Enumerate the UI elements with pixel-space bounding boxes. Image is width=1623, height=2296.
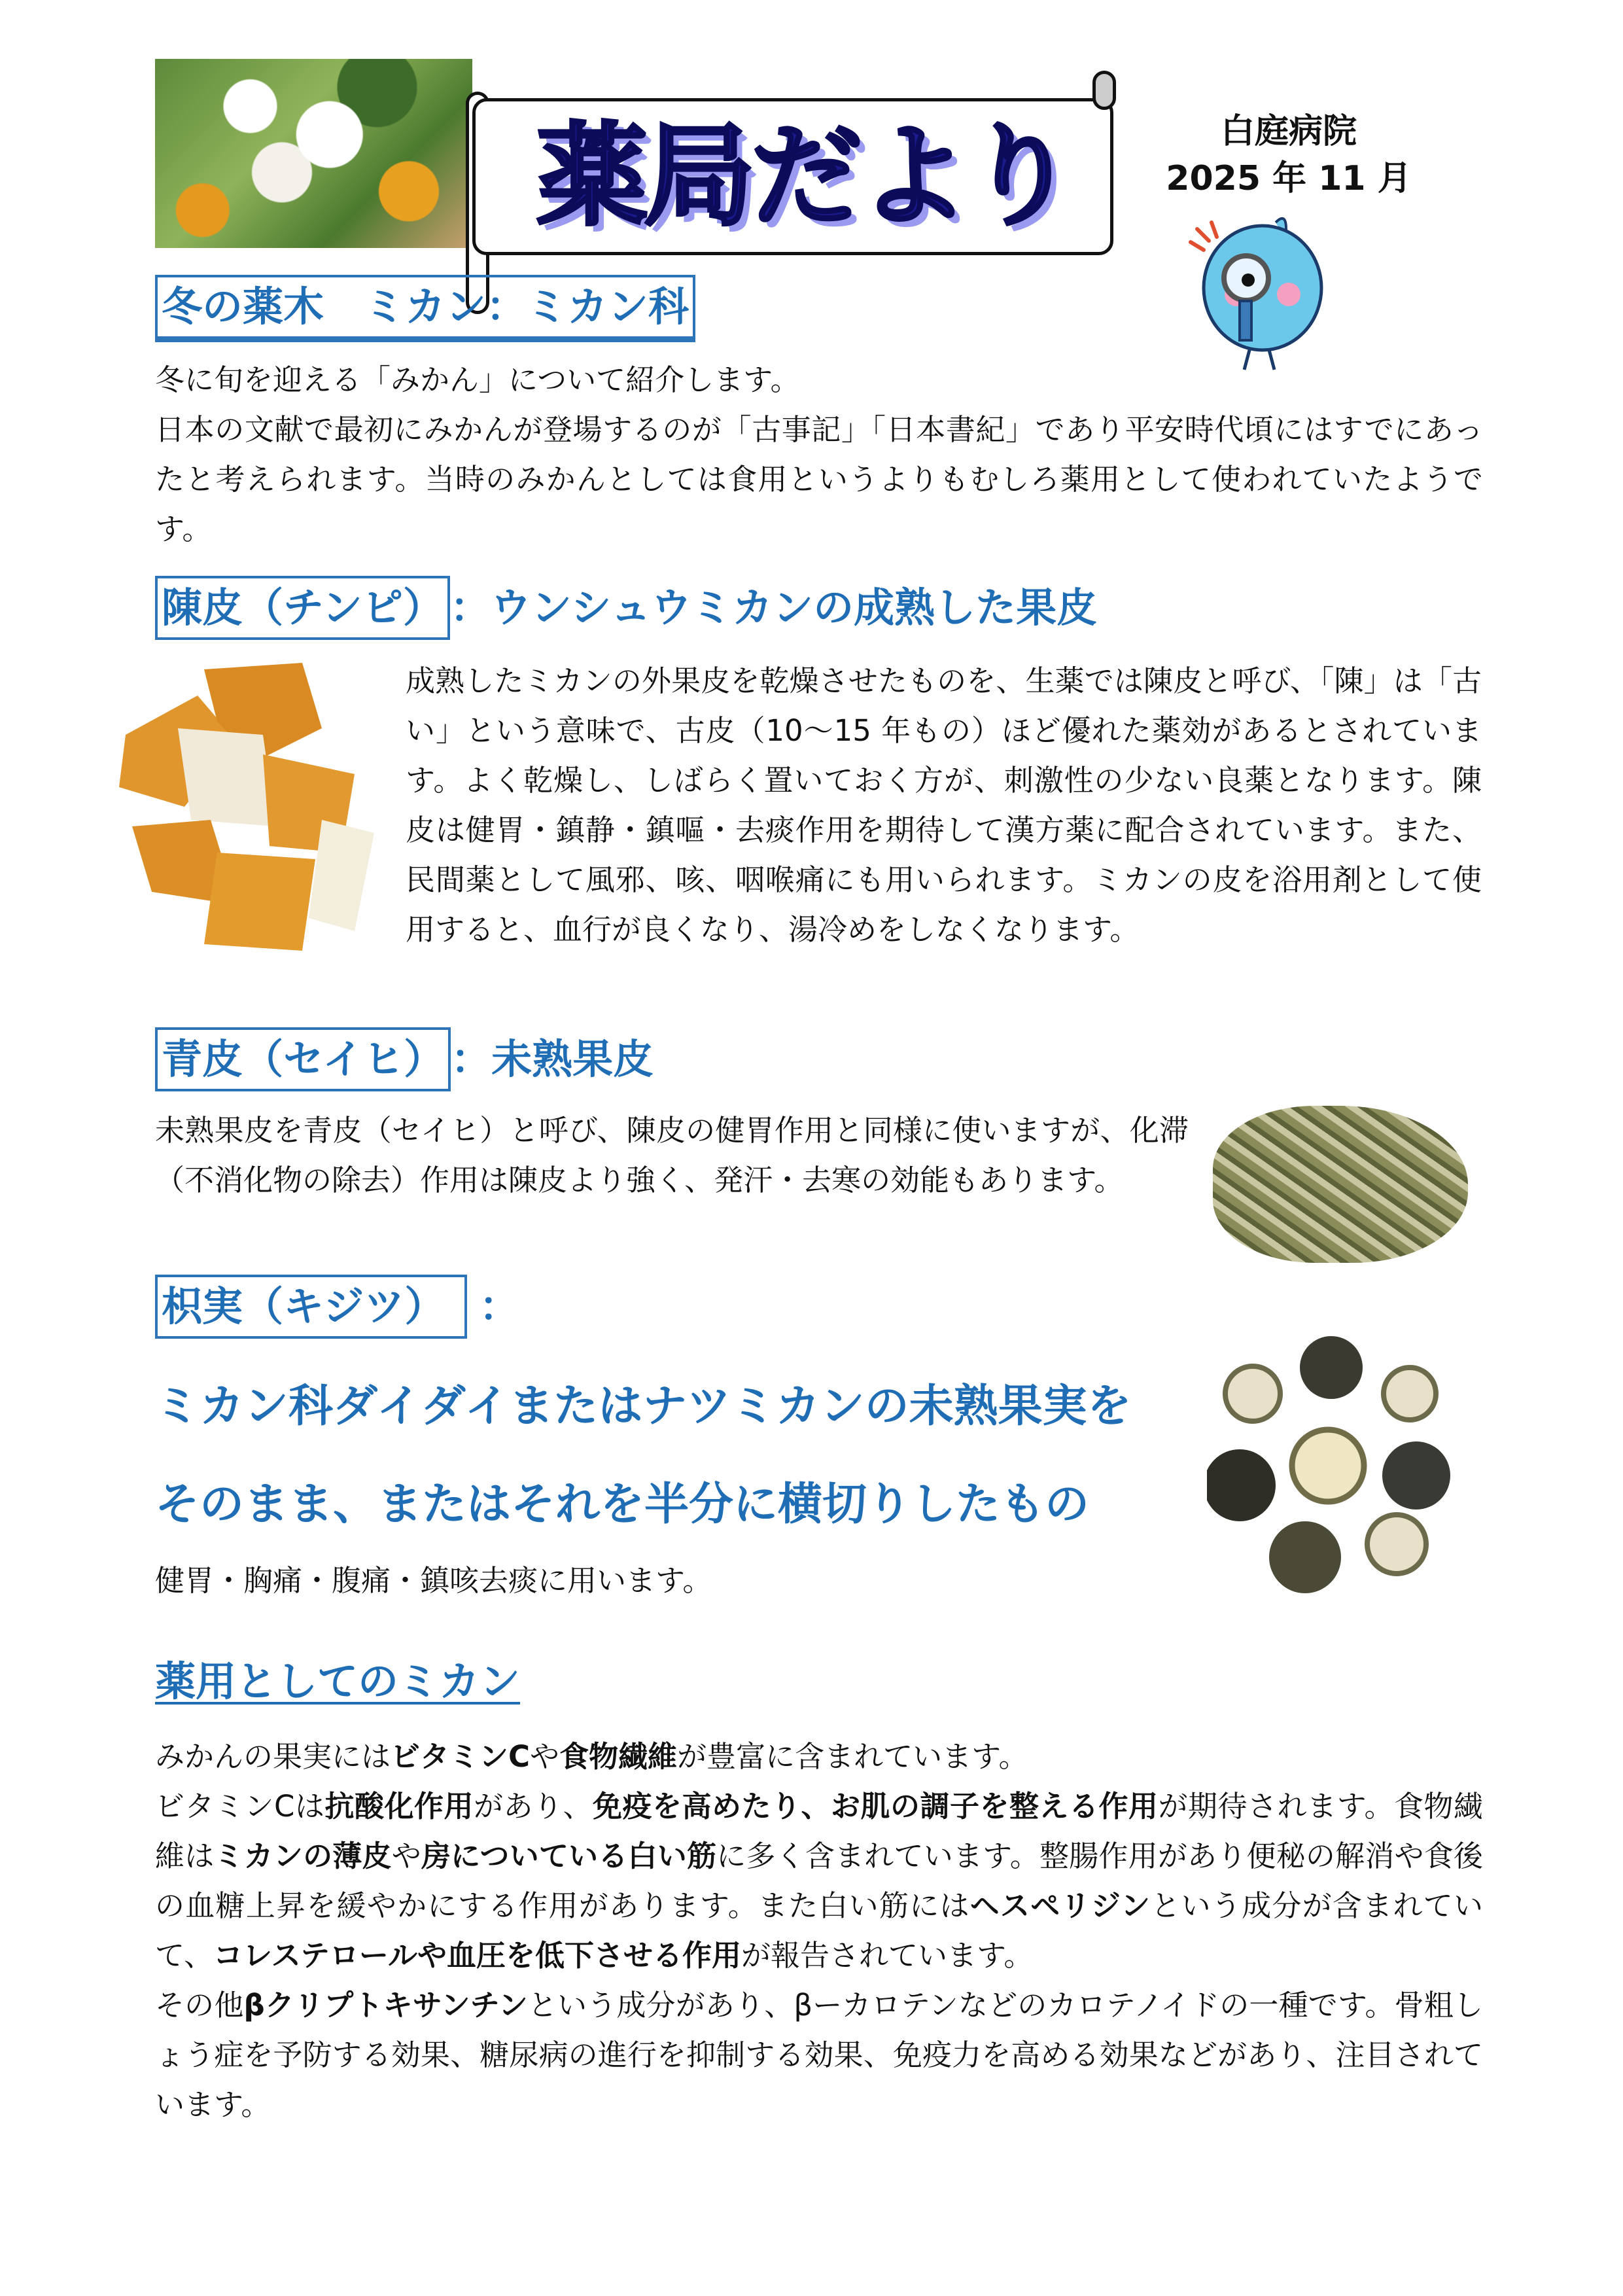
bird-magnifier-icon — [1178, 203, 1341, 380]
text-segment: ビタミンCは — [155, 1789, 325, 1824]
paragraph — [155, 1981, 1483, 2130]
section2-heading: 陳皮（チンピ） ：ウンシュウミカンの成熟した果皮 — [155, 576, 1097, 640]
kijitsu-description-line-1: ミカン科ダイダイまたはナツミカンの未熟果実を — [155, 1381, 1132, 1432]
text-segment: という成分があり、βーカロテンなどのカロテノイドの一種です。骨粗しょう症を予防する効果、糖尿病の進行を抑制する効果、免疫力を高める効果などがあり、注目されています。 — [155, 1988, 1483, 2122]
emphasis-text: βクリプトキサンチン — [243, 1988, 528, 2022]
section5-body — [155, 1732, 1483, 2130]
text-segment: が豊富に含まれています。 — [677, 1739, 1028, 1774]
section2-body: 成熟したミカンの外果皮を乾燥させたものを、生薬では陳皮と呼び、「陳」は「古い」という意味で、古皮（10～15 年もの）ほど優れた薬効があるとされています。よく乾燥し、しばらく置いておく方が、刺激性の少ない良薬となります。陳皮は健胃・鎮静・鎮嘔・去痰作用を期待して漢方薬に配合されています。また、民間薬として風邪、咳、咽喉痛にも用いられます。ミカンの皮を浴用剤として使用すると、血行が良くなり、湯冷めをしなくなります。 — [406, 663, 1482, 947]
kijitsu-fruit-image — [1207, 1335, 1456, 1597]
text-segment: が報告されています。 — [741, 1938, 1034, 1973]
orange-blossom-photo — [155, 59, 472, 248]
paragraph: 冬に旬を迎える「みかん」について紹介します。 — [155, 362, 800, 397]
hospital-name: 白庭病院 — [1220, 112, 1357, 151]
paragraph — [155, 1782, 1483, 1981]
section5-heading: 薬用としてのミカン — [155, 1657, 521, 1705]
text-segment: その他 — [155, 1988, 244, 2022]
text-segment: という成分が含まれていて、 — [155, 1888, 1483, 1973]
chinpi-dried-peel-image — [106, 656, 381, 959]
section4-heading: 枳実（キジツ） ： — [155, 1275, 519, 1339]
scroll-roll-right — [1092, 71, 1116, 110]
emphasis-text: ヘスペリジン — [969, 1888, 1151, 1923]
issue-date: 2025 年 11 月 — [1166, 159, 1412, 198]
paragraph: 日本の文献で最初にみかんが登場するのが「古事記」「日本書紀」であり平安時代頃にはすでにあったと考えられます。当時のみかんとしては食用というよりもむしろ薬用として使われていたようです。 — [155, 412, 1483, 546]
newsletter-title: 薬局だより — [536, 112, 1073, 241]
paragraph — [155, 1732, 1483, 1782]
text-segment: に多く含まれています。整腸作用があり便秘の解消や食後の血糖上昇を緩やかにする作用があります。また白い筋には — [155, 1839, 1483, 1923]
seihi-chopped-peel-image — [1213, 1106, 1468, 1263]
section3-body: 未熟果皮を青皮（セイヒ）と呼び、陳皮の健胃作用と同様に使いますが、化滞（不消化物の除去）作用は陳皮より強く、発汗・去寒の効能もあります。 — [155, 1113, 1189, 1197]
emphasis-text: 抗酸化作用 — [324, 1789, 474, 1824]
emphasis-text: 免疫を高めたり、お肌の調子を整える作用 — [592, 1789, 1159, 1824]
emphasis-text: 房についている白い筋 — [421, 1839, 717, 1873]
emphasis-text: ミカンの薄皮 — [214, 1839, 392, 1873]
kijitsu-description-line-2: そのまま、またはそれを半分に横切りしたもの — [155, 1479, 1090, 1530]
text-segment: が期待されます。食物繊維は — [155, 1789, 1483, 1873]
emphasis-text: 食物繊維 — [559, 1739, 678, 1774]
emphasis-text: コレステロールや血圧を低下させる作用 — [213, 1938, 741, 1973]
section4-body: 健胃・胸痛・腹痛・鎮咳去痰に用います。 — [155, 1563, 712, 1598]
text-segment: や — [391, 1839, 421, 1873]
text-segment: みかんの果実には — [155, 1739, 391, 1774]
text-segment: があり、 — [473, 1789, 593, 1824]
section1-heading: 冬の薬木 ミカン：ミカン科 — [155, 275, 695, 342]
text-segment: や — [530, 1739, 560, 1774]
section3-heading: 青皮（セイヒ） ：未熟果皮 — [155, 1027, 654, 1091]
section1-body — [155, 355, 1483, 554]
hospital-info — [1151, 108, 1426, 202]
emphasis-text: ビタミンC — [391, 1739, 531, 1774]
